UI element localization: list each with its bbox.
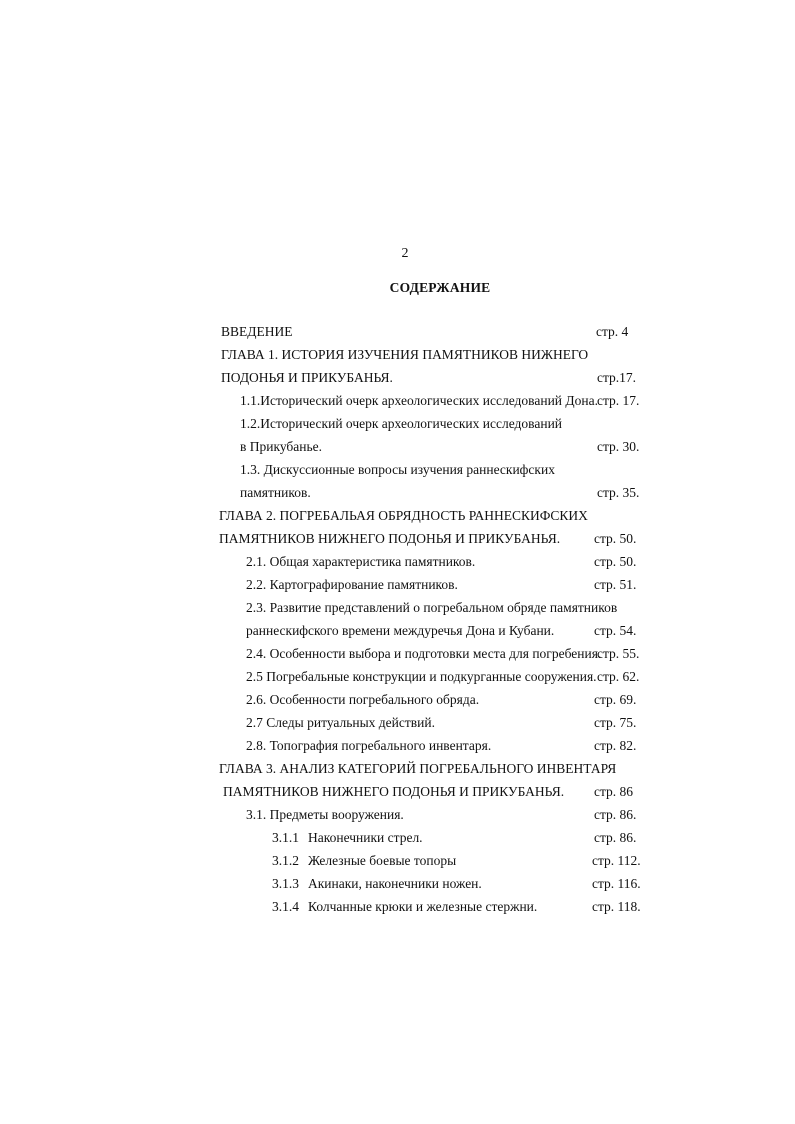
toc-subentry-number: 3.1.1 <box>272 830 299 845</box>
toc-entry-text: 2.5 Погребальные конструкции и подкурганные сооружения. <box>246 669 597 684</box>
toc-entry-text: 2.2. Картографирование памятников. <box>246 577 458 592</box>
toc-entry-text: в Прикубанье. <box>240 439 323 454</box>
toc-entry-page: стр.17. <box>597 370 637 385</box>
toc-entry-text: 2.6. Особенности погребального обряда. <box>246 692 480 707</box>
toc-entry-text: 1.2.Исторический очерк археологических исследований <box>240 416 563 431</box>
toc-entry-text: Наконечники стрел. <box>308 830 423 845</box>
toc-subentry-number: 3.1.4 <box>272 899 299 914</box>
toc-subentry <box>272 830 423 846</box>
toc-entry-page: стр. 50. <box>594 554 637 569</box>
toc-entry-text: 2.4. Особенности выбора и подготовки места для погребения. <box>246 646 602 661</box>
toc-subentry-number: 3.1.3 <box>272 876 299 891</box>
toc-entry-text: раннескифского времени междуречья Дона и Кубани. <box>246 623 555 638</box>
toc-entry-page: стр. 69. <box>594 692 637 707</box>
page-title: СОДЕРЖАНИЕ <box>389 280 491 295</box>
toc-entry-page: стр. 75. <box>594 715 637 730</box>
toc-entry-page: стр. 116. <box>592 876 641 891</box>
toc-subentry <box>272 899 537 915</box>
toc-entry-text: Акинаки, наконечники ножен. <box>308 876 482 891</box>
toc-entry-text: памятников. <box>240 485 311 500</box>
toc-chapter-heading: ГЛАВА 1. ИСТОРИЯ ИЗУЧЕНИЯ ПАМЯТНИКОВ НИЖНЕГО <box>221 347 589 362</box>
toc-entry-text: 2.7 Следы ритуальных действий. <box>246 715 435 730</box>
toc-chapter-heading: ГЛАВА 2. ПОГРЕБАЛЬАЯ ОБРЯДНОСТЬ РАННЕСКИФСКИХ <box>219 508 588 523</box>
toc-entry-page: стр. 86. <box>594 807 637 822</box>
toc-entry-page: стр. 54. <box>594 623 637 638</box>
toc-entry-page: стр. 82. <box>594 738 637 753</box>
toc-chapter-heading: ГЛАВА 3. АНАЛИЗ КАТЕГОРИЙ ПОГРЕБАЛЬНОГО ИНВЕНТАРЯ <box>219 761 617 776</box>
toc-entry-text: 2.8. Топография погребального инвентаря. <box>246 738 492 753</box>
toc-entry-text: 3.1. Предметы вооружения. <box>246 807 404 822</box>
toc-entry-page: стр. 30. <box>597 439 640 454</box>
toc-entry-page: стр. 17. <box>597 393 640 408</box>
toc-entry-text: 2.1. Общая характеристика памятников. <box>246 554 476 569</box>
toc-subentry <box>272 853 456 869</box>
toc-entry-page: стр. 35. <box>597 485 640 500</box>
toc-entry-page: стр. 118. <box>592 899 641 914</box>
toc-entry-text: Железные боевые топоры <box>308 853 457 868</box>
toc-subentry <box>272 876 482 892</box>
toc-entry-page: стр. 112. <box>592 853 641 868</box>
toc-entry-page: стр. 62. <box>597 669 640 684</box>
toc-entry-text: 1.1.Исторический очерк археологических исследований Дона. <box>240 393 598 408</box>
toc-entry-text: Колчанные крюки и железные стержни. <box>308 899 538 914</box>
toc-chapter-heading: ПАМЯТНИКОВ НИЖНЕГО ПОДОНЬЯ И ПРИКУБАНЬЯ. <box>219 531 561 546</box>
toc-chapter-heading: ПОДОНЬЯ И ПРИКУБАНЬЯ. <box>221 370 393 385</box>
toc-entry-text: 2.3. Развитие представлений о погребальном обряде памятников <box>246 600 618 615</box>
page-number: 2 <box>401 246 409 261</box>
toc-entry-page: стр. 50. <box>594 531 637 546</box>
toc-entry-page: стр. 51. <box>594 577 637 592</box>
toc-subentry-number: 3.1.2 <box>272 853 299 868</box>
toc-entry-page: стр. 86 <box>594 784 634 799</box>
toc-entry-page: стр. 4 <box>596 324 629 339</box>
toc-chapter-heading: ПАМЯТНИКОВ НИЖНЕГО ПОДОНЬЯ И ПРИКУБАНЬЯ. <box>223 784 565 799</box>
toc-entry-text: ВВЕДЕНИЕ <box>221 324 293 339</box>
toc-entry-text: 1.3. Дискуссионные вопросы изучения раннескифских <box>240 462 555 477</box>
toc-entry-page: стр. 55. <box>597 646 640 661</box>
toc-entry-page: стр. 86. <box>594 830 637 845</box>
